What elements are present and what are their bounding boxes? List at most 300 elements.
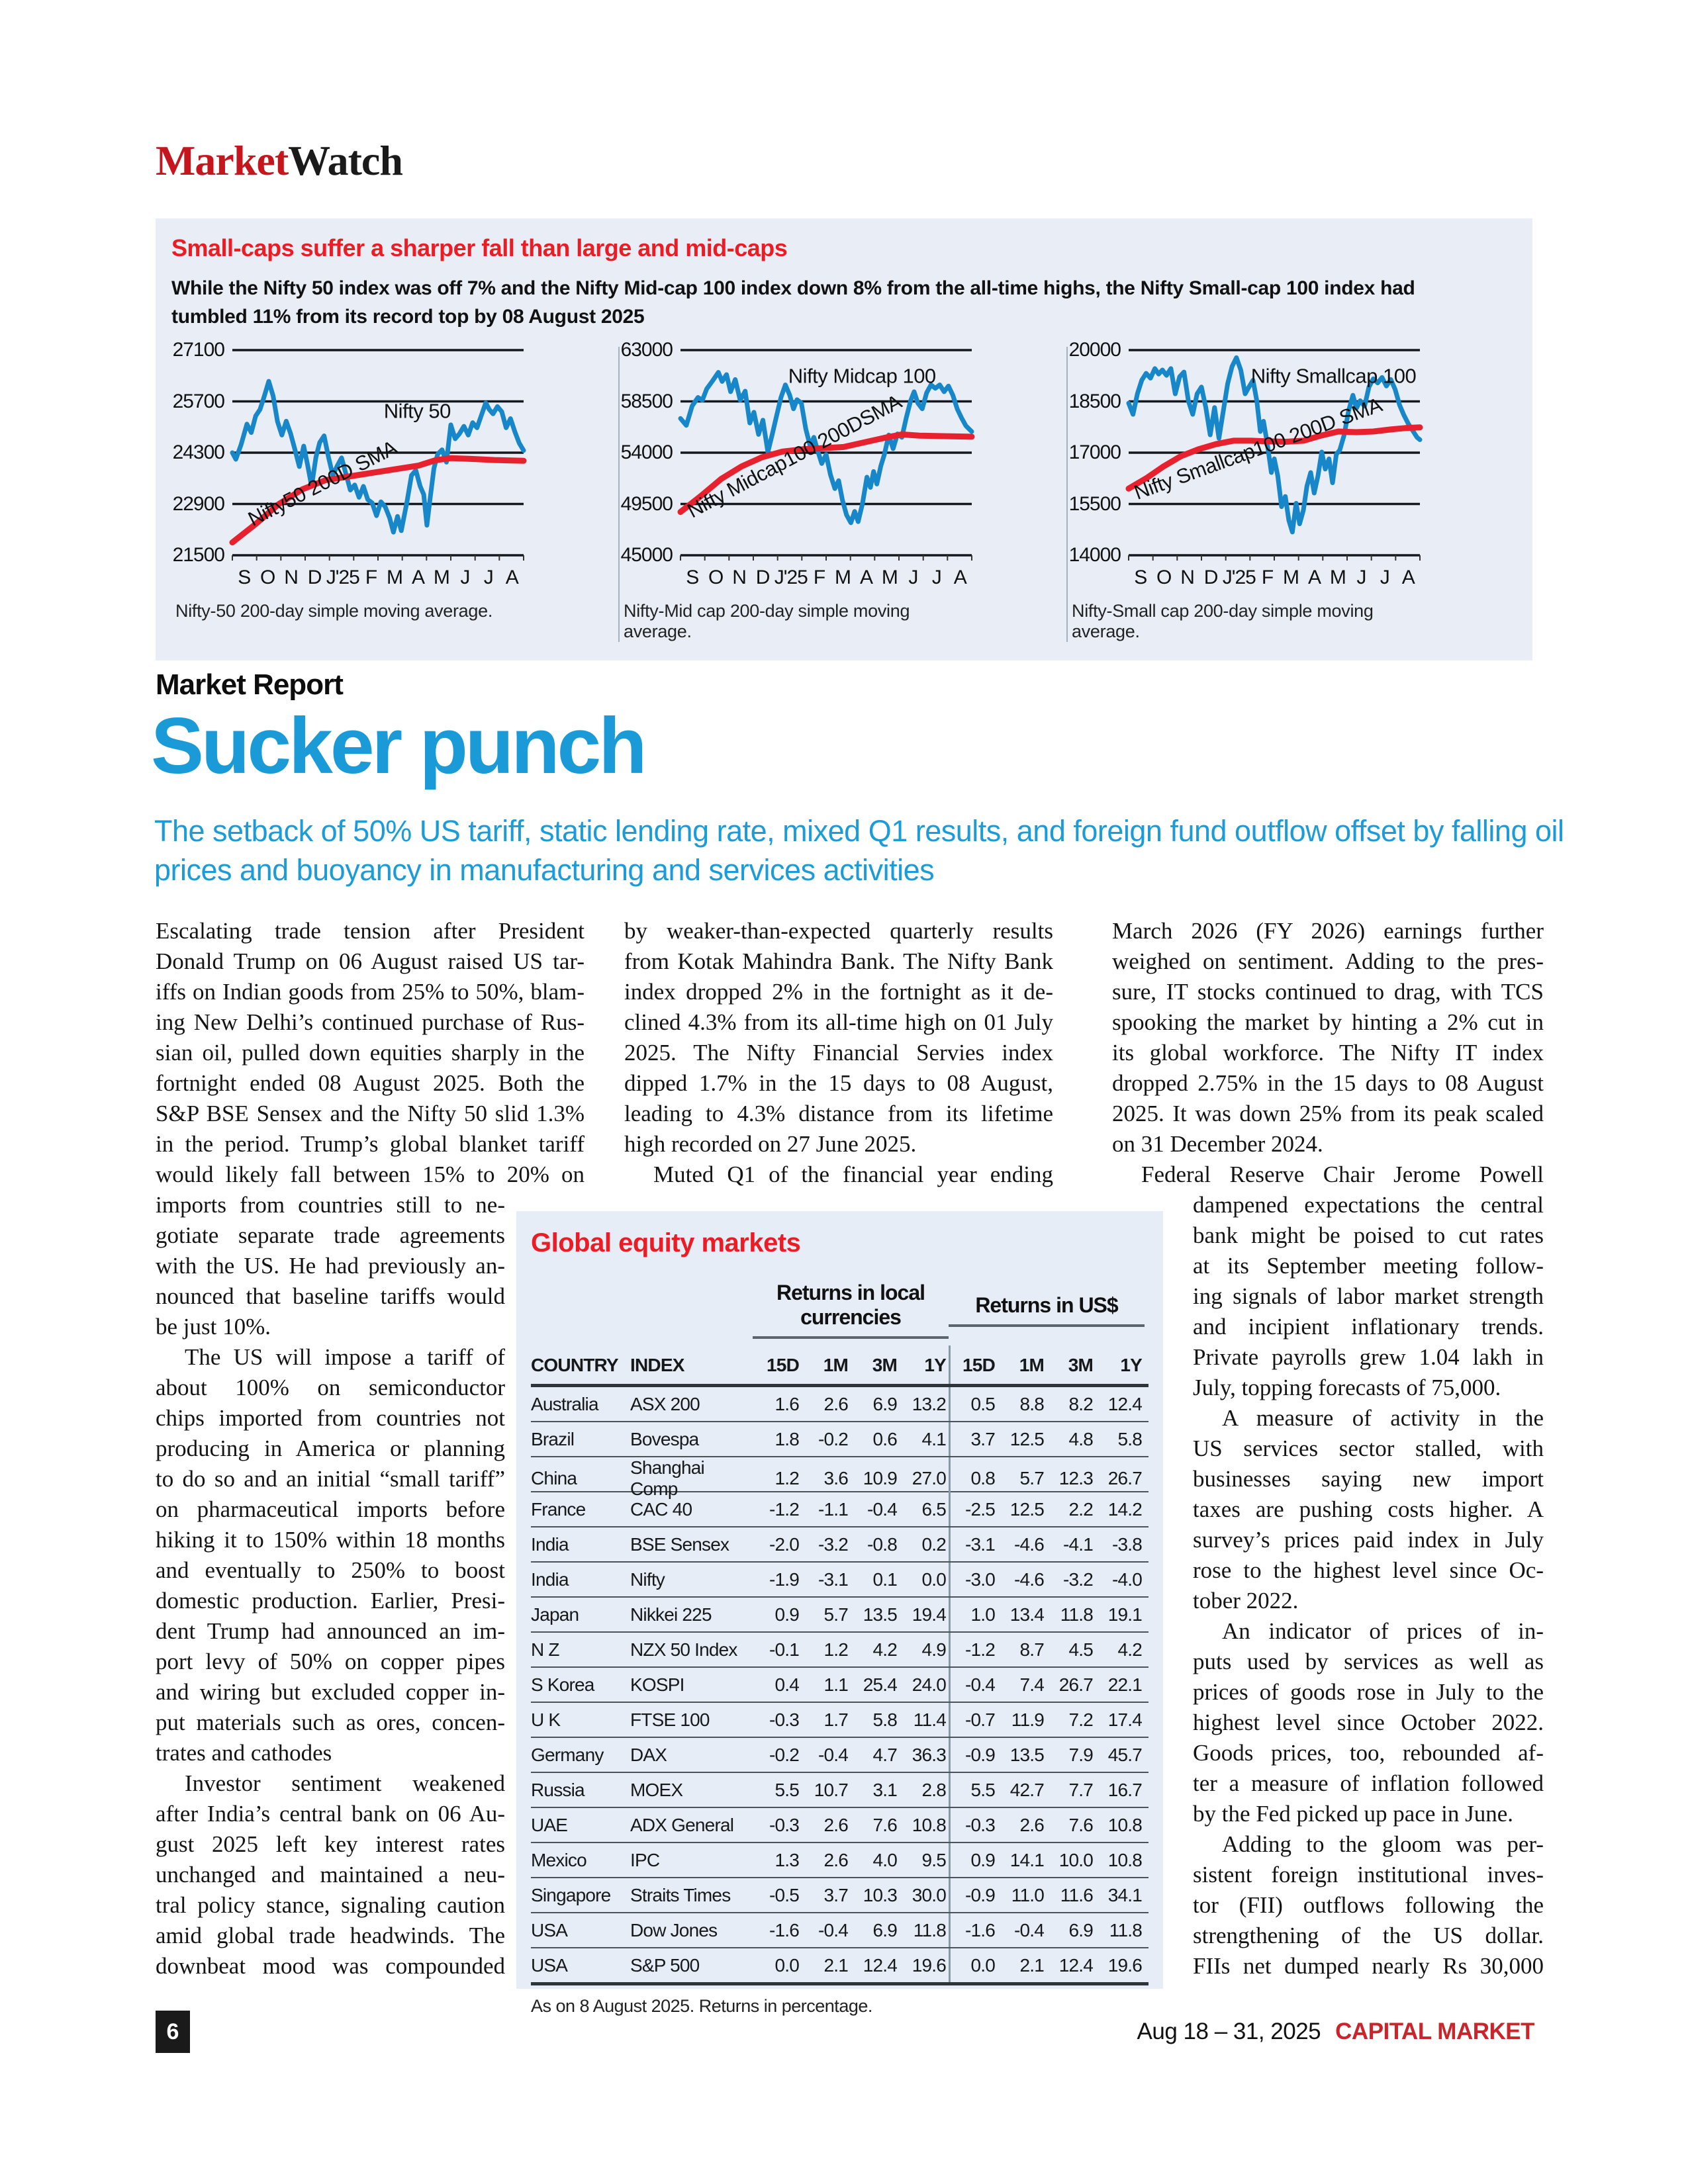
y-tick-label: 22900 [172,492,224,515]
line-chart [232,347,524,560]
table-cell: 27.0 [912,1468,946,1488]
column-header: 1M [823,1355,848,1375]
table-cell: 1.3 [774,1849,799,1870]
table-cell: 1.8 [774,1428,799,1449]
body-text-line: imports from countries still to ne- [156,1192,505,1218]
table-cell: -2.5 [949,1492,998,1526]
body-text-line: dropped 2.75% in the 15 days to 08 August [1112,1070,1544,1096]
table-row [531,1456,1149,1499]
table-cell: S Korea [531,1674,594,1695]
table-cell: -0.5 [769,1884,799,1905]
table-cell: 12.4 [1058,1954,1093,1976]
table-cell: 1.1 [823,1674,848,1695]
table-cell: 0.1 [872,1569,897,1590]
table-cell: 12.3 [1058,1468,1093,1488]
table-cell: MOEX [630,1779,683,1800]
x-tick-label: J'25 [326,567,359,588]
table-cell: 16.7 [1107,1779,1142,1800]
y-tick-label: 20000 [1068,339,1121,361]
table-cell: -0.7 [949,1703,998,1737]
table-row [531,1772,1149,1807]
table-cell: -0.4 [818,1919,848,1940]
x-tick-label: J [931,567,941,588]
body-text-line: tober 2022. [1193,1588,1299,1614]
sma-label: Nifty Smallcap100 200D SMA [1131,392,1385,504]
table-cell: 2.1 [823,1954,848,1976]
table-row [531,1947,1149,1982]
body-text-line: leading to 4.3% distance from its lifetime [624,1101,1053,1126]
table-cell: 4.7 [872,1744,897,1765]
table-cell: Russia [531,1779,585,1800]
body-text-line: 2025. It was down 25% from its peak scaled [1112,1101,1544,1126]
body-text-line: producing in America or planning [156,1435,505,1461]
x-tick-label: M [881,567,898,588]
body-text-line: A measure of activity in the [1222,1405,1544,1431]
y-tick-label: 58500 [620,390,673,412]
chart-nifty-smallcap [1068,339,1516,642]
body-text-line: businesses saying new import [1193,1466,1544,1492]
body-text-line: chips imported from countries not [156,1405,505,1431]
table-cell: 6.9 [1068,1919,1093,1940]
table-cell: 5.5 [774,1779,799,1800]
y-tick-label: 21500 [172,544,224,566]
table-cell: 14.2 [1107,1498,1142,1520]
y-tick-label: 49500 [620,492,673,515]
masthead-watch: Watch [288,137,402,184]
body-text-line: and incipient inflationary trends. [1193,1314,1544,1340]
body-text-line: The US will impose a tariff of [185,1344,505,1370]
body-text-line: port levy of 50% on copper pipes [156,1649,505,1674]
x-tick-label: D [1203,567,1218,588]
table-cell: 7.2 [1068,1709,1093,1730]
table-cell: 4.1 [921,1428,946,1449]
body-text-line: put materials such as ores, concen- [156,1709,505,1735]
body-text-line: on 31 December 2024. [1112,1131,1323,1157]
table-cell: 12.4 [863,1954,897,1976]
body-text-line: S&P BSE Sensex and the Nifty 50 slid 1.3% [156,1101,585,1126]
chart-panel-subtitle: While the Nifty 50 index was off 7% and the Nifty Mid-cap 100 index down 8% from the all-time highs, the Nifty Small-cap 100 index had tumbled 11% from its record top by 08 August 2025 [171,277,1415,328]
y-axis-labels [620,339,680,566]
body-text-line: in the period. Trump’s global blanket tariff [156,1131,585,1157]
body-text-line: Goods prices, too, rebounded af- [1193,1740,1544,1766]
body-text-line: rose to the highest level since Oc- [1193,1557,1544,1583]
table-cell: 9.5 [921,1849,946,1870]
table-cell: 0.0 [921,1569,946,1590]
table-cell: 19.6 [1107,1954,1142,1976]
body-text-line: March 2026 (FY 2026) earnings further [1112,918,1544,944]
body-text-line: downbeat mood was compounded [156,1953,505,1979]
body-text-line: weighed on sentiment. Adding to the pres- [1112,948,1544,974]
table-cell: 13.2 [912,1393,946,1414]
body-text-line: ter a measure of inflation followed [1193,1770,1544,1796]
table-cell: -3.0 [949,1563,998,1596]
body-text-line: Muted Q1 of the financial year ending [653,1161,1053,1187]
table-cell: 6.9 [872,1393,897,1414]
x-tick-label: J [483,567,493,588]
table-cell: 4.2 [1117,1639,1142,1660]
table-cell: 4.0 [872,1849,897,1870]
x-tick-label: J [460,567,470,588]
body-text-line: to do so and an initial “small tariff” [156,1466,505,1492]
table-cell: 10.8 [912,1814,946,1835]
body-text-line: domestic production. Earlier, Presi- [156,1588,505,1614]
table-cell: Nifty [630,1569,665,1590]
table-cell: 0.8 [949,1457,998,1500]
table-cell: 0.0 [774,1954,799,1976]
table-cell: -3.2 [818,1533,848,1555]
section-kicker: Market Report [156,668,343,701]
table-cell: 4.8 [1068,1428,1093,1449]
x-tick-label: M [433,567,449,588]
body-text-line: An indicator of prices of in- [1222,1618,1544,1644]
masthead [156,138,402,184]
table-cell: CAC 40 [630,1498,692,1520]
body-text-line: fortnight ended 08 August 2025. Both the [156,1070,585,1096]
column-header: 1Y [1120,1355,1142,1375]
x-tick-label: M [835,567,851,588]
table-cell: 7.6 [1068,1814,1093,1835]
table-cell: 1.2 [823,1639,848,1660]
table-cell: 8.2 [1068,1393,1093,1414]
table-cell: 11.4 [913,1709,946,1730]
table-row [531,1561,1149,1596]
table-cell: 10.9 [863,1468,897,1488]
series-label: Nifty Midcap 100 [788,364,936,388]
table-cell: U K [531,1709,561,1730]
y-tick-label: 63000 [620,339,673,361]
table-cell: 0.9 [774,1604,799,1625]
table-cell: -1.9 [769,1569,799,1590]
body-column-1-top [156,916,585,1190]
body-text-line: trates and cathodes [156,1740,332,1766]
table-cell: India [531,1569,569,1590]
table-row [531,1596,1149,1631]
body-text-line: on pharmaceutical imports before [156,1496,505,1522]
body-text-line: and wiring but excluded copper in- [156,1679,505,1705]
table-cell: -1.6 [769,1919,799,1940]
table-cell: 36.3 [912,1744,946,1765]
body-text-line: Adding to the gloom was per- [1222,1831,1544,1857]
global-equity-markets-table [516,1211,1163,2016]
body-text-line: tral policy stance, signaling caution [156,1892,505,1918]
table-row [531,1526,1149,1561]
x-tick-label: J [908,567,918,588]
group-header-usd: Returns in US$ [949,1293,1145,1327]
x-tick-label: F [1261,567,1274,588]
table-cell: 0.6 [872,1428,897,1449]
body-text-line: would likely fall between 15% to 20% on [156,1161,585,1187]
x-tick-label: J'25 [1222,567,1256,588]
table-cell: 45.7 [1107,1744,1142,1765]
table-cell: -4.1 [1062,1533,1093,1555]
table-cell: 3.6 [823,1468,848,1488]
table-cell: 0.5 [949,1387,998,1421]
table-cell: 19.6 [912,1954,946,1976]
line-chart [1129,347,1420,560]
table-cell: 5.5 [949,1773,998,1807]
table-cell: 10.8 [1107,1814,1142,1835]
table-cell: 4.9 [921,1639,946,1660]
body-text-line: and eventually to 250% to boost [156,1557,505,1583]
table-cell: 7.4 [1019,1674,1044,1695]
table-cell: 1.0 [949,1598,998,1631]
y-tick-label: 14000 [1068,544,1121,566]
table-cell: -0.4 [867,1498,897,1520]
body-text-line: dipped 1.7% in the 15 days to 08 August, [624,1070,1053,1096]
body-text-line: gotiate separate trade agreements [156,1222,505,1248]
table-cell: 0.4 [774,1674,799,1695]
body-text-line: ing signals of labor market strength [1193,1283,1544,1309]
table-footnote: As on 8 August 2025. Returns in percentage. [531,1996,872,2016]
table-cell: -3.8 [1111,1533,1142,1555]
table-cell: 14.1 [1009,1849,1044,1870]
table-row [531,1491,1149,1526]
body-text-line: dent Trump had announced an im- [156,1618,505,1644]
x-tick-label: S [1134,567,1147,588]
table-cell: Bovespa [630,1428,699,1449]
series-label: Nifty 50 [383,399,451,423]
column-header: COUNTRY [531,1355,618,1375]
body-text-line: Private payrolls grew 1.04 lakh in [1193,1344,1544,1370]
body-text-line: bank might be poised to cut rates [1193,1222,1544,1248]
body-text-line: unchanged and maintained a neu- [156,1862,505,1888]
table-cell: 5.7 [1019,1468,1044,1488]
body-text-line: by the Fed picked up pace in June. [1193,1801,1514,1827]
table-cell: Shanghai Comp [630,1457,704,1499]
x-tick-label: D [755,567,770,588]
brand-capital-market: CAPITAL MARKET [1335,2019,1534,2044]
table-cell: -0.3 [769,1709,799,1730]
body-text-line: Federal Reserve Chair Jerome Powell [1141,1161,1544,1187]
table-cell: Brazil [531,1428,575,1449]
page-number: 6 [156,2011,190,2053]
body-text-line: Donald Trump on 06 August raised US tar- [156,948,585,974]
table-cell: 3.7 [823,1884,848,1905]
x-tick-label: S [238,567,251,588]
x-axis-labels [232,567,524,589]
body-text-line: spooking the market by hinting a 2% cut in [1112,1009,1544,1035]
table-cell: -0.9 [949,1878,998,1912]
table-cell: ADX General [630,1814,734,1835]
article-headline: Sucker punch [151,702,645,790]
table-cell: 7.7 [1068,1779,1093,1800]
body-text-line: hiking it to 150% within 18 months [156,1527,505,1553]
table-cell: 1.2 [774,1468,799,1488]
table-cell: Germany [531,1744,604,1765]
table-cell: Australia [531,1393,598,1414]
table-row [531,1631,1149,1666]
sma-label: Nifty50 200D SMA [244,435,401,531]
chart-nifty-midcap [620,339,1068,642]
table-cell: 26.7 [1058,1674,1093,1695]
table-cell: 0.2 [921,1533,946,1555]
table-cell: 12.5 [1009,1428,1044,1449]
body-text-line: its global workforce. The Nifty IT index [1112,1040,1544,1066]
table-cell: 19.4 [912,1604,946,1625]
table-cell: 11.6 [1060,1884,1093,1905]
body-text-line: gust 2025 left key interest rates [156,1831,505,1857]
table-cell: 2.6 [823,1814,848,1835]
table-row [531,1666,1149,1702]
body-text-line: after India’s central bank on 06 Au- [156,1801,505,1827]
table-cell: 13.4 [1009,1604,1044,1625]
table-row [531,1702,1149,1737]
body-text-line: from Kotak Mahindra Bank. The Nifty Bank [624,948,1053,974]
body-text-line: July, topping forecasts of 75,000. [1193,1375,1501,1400]
table-cell: China [531,1468,577,1488]
table-cell: France [531,1498,586,1520]
table-cell: DAX [630,1744,667,1765]
table-cell: -4.0 [1111,1569,1142,1590]
article-deck: The setback of 50% US tariff, static lending rate, mixed Q1 results, and foreign fund outflow offset by falling oil prices and buoyancy in manufacturing and services activities [154,814,1564,887]
table-row [531,1912,1149,1947]
table-cell: 5.8 [1117,1428,1142,1449]
y-axis-labels [1068,339,1129,566]
x-tick-label: N [284,567,298,588]
body-text-line: sure, IT stocks continued to drag, with TCS [1112,979,1544,1005]
table-rows [531,1387,1149,1985]
body-column-3-top [1112,916,1544,1190]
x-tick-label: J [1380,567,1389,588]
column-header: 15D [949,1345,998,1384]
table-row [531,1842,1149,1877]
table-cell: 7.6 [872,1814,897,1835]
table-cell: -3.1 [949,1527,998,1561]
table-cell: 17.4 [1107,1709,1142,1730]
body-text-line: taxes are pushing costs higher. A [1193,1496,1544,1522]
table-title: Global equity markets [531,1228,801,1257]
table-cell: 5.7 [823,1604,848,1625]
table-cell: 11.0 [1011,1884,1044,1905]
table-cell: -0.9 [949,1738,998,1772]
table-cell: 13.5 [863,1604,897,1625]
column-header: 15D [767,1355,799,1375]
body-text-line: iffs on Indian goods from 25% to 50%, blam- [156,979,585,1005]
y-tick-label: 25700 [172,390,224,412]
table-cell: -2.0 [769,1533,799,1555]
table-cell: 8.7 [1019,1639,1044,1660]
table-cell: 12.4 [1107,1393,1142,1414]
x-tick-label: F [365,567,377,588]
table-cell: 5.8 [872,1709,897,1730]
x-axis-labels [1129,567,1420,589]
table-cell: 8.8 [1019,1393,1044,1414]
body-text-line: ing New Delhi’s continued purchase of Rus- [156,1009,585,1035]
y-tick-label: 18500 [1068,390,1121,412]
table-cell: -3.1 [818,1569,848,1590]
table-row [531,1807,1149,1842]
issue-date: Aug 18 – 31, 2025 [1137,2019,1321,2044]
column-header: 1M [1019,1355,1044,1375]
table-cell: Dow Jones [630,1919,718,1940]
x-tick-label: A [953,567,966,588]
table-cell: N Z [531,1639,559,1660]
body-column-3-bottom [1193,1190,1544,1981]
x-tick-label: S [686,567,699,588]
table-cell: -4.6 [1013,1569,1044,1590]
x-tick-label: O [708,567,724,588]
x-tick-label: O [259,567,275,588]
table-cell: BSE Sensex [630,1533,729,1555]
table-cell: -0.2 [769,1744,799,1765]
table-cell: -1.2 [949,1633,998,1666]
table-cell: -3.2 [1062,1569,1093,1590]
table-row [531,1737,1149,1772]
table-cell: 2.8 [921,1779,946,1800]
body-text-line: be just 10%. [156,1314,271,1340]
chart-panel [156,218,1532,660]
table-cell: 0.9 [949,1843,998,1877]
table-cell: USA [531,1954,568,1976]
x-axis-labels [680,567,972,589]
column-header: 3M [872,1355,897,1375]
column-header: 3M [1068,1355,1093,1375]
x-tick-label: M [387,567,403,588]
table-column-headers [531,1345,1149,1387]
body-column-2 [624,916,1053,1190]
x-tick-label: A [1307,567,1321,588]
table-cell: 13.5 [1009,1744,1044,1765]
table-group-headers [531,1281,1149,1339]
table-cell: 22.1 [1107,1674,1142,1695]
table-cell: 3.1 [872,1779,897,1800]
table-cell: IPC [630,1849,660,1870]
body-text-line: high recorded on 27 June 2025. [624,1131,917,1157]
body-text-line: sistent foreign institutional inves- [1193,1862,1544,1888]
body-text-line: survey’s prices paid index in July [1193,1527,1544,1553]
x-tick-label: M [1329,567,1346,588]
table-cell: 30.0 [912,1884,946,1905]
table-cell: India [531,1533,569,1555]
body-text-line: strengthening of the US dollar. [1193,1923,1544,1948]
x-tick-label: F [813,567,825,588]
table-cell: 26.7 [1107,1468,1142,1488]
table-cell: 2.2 [1068,1498,1093,1520]
body-text-line: dampened expectations the central [1193,1192,1544,1218]
table-cell: 11.9 [1011,1709,1044,1730]
table-cell: S&P 500 [630,1954,700,1976]
body-text-line: prices of goods rose in July to the [1193,1679,1544,1705]
table-cell: Nikkei 225 [630,1604,712,1625]
chart-caption: Nifty-Small cap 200-day simple moving average. [1072,601,1374,641]
footer [1137,2019,1534,2045]
table-cell: 10.3 [863,1884,897,1905]
x-tick-label: N [732,567,746,588]
chart-caption: Nifty-Mid cap 200-day simple moving average. [624,601,910,641]
x-tick-label: J [1356,567,1366,588]
body-text-line: Investor sentiment weakened [185,1770,505,1796]
masthead-market: Market [156,137,289,184]
table-cell: 42.7 [1009,1779,1044,1800]
body-text-line: index dropped 2% in the fortnight as it de- [624,979,1053,1005]
table-cell: 1.7 [823,1709,848,1730]
table-cell: 10.7 [814,1779,848,1800]
column-header: INDEX [630,1355,684,1375]
table-cell: -0.3 [949,1808,998,1842]
table-cell: -1.1 [818,1498,848,1520]
table-cell: 2.6 [823,1393,848,1414]
table-cell: 25.4 [863,1674,897,1695]
table-cell: 6.5 [921,1498,946,1520]
table-cell: UAE [531,1814,568,1835]
table-cell: -0.4 [818,1744,848,1765]
table-cell: 2.1 [1019,1954,1044,1976]
table-cell: 4.2 [872,1639,897,1660]
x-tick-label: A [859,567,872,588]
y-tick-label: 17000 [1068,441,1121,463]
table-cell: -1.2 [769,1498,799,1520]
sma-label: Nifty Midcap100 200DSMA [683,390,906,523]
